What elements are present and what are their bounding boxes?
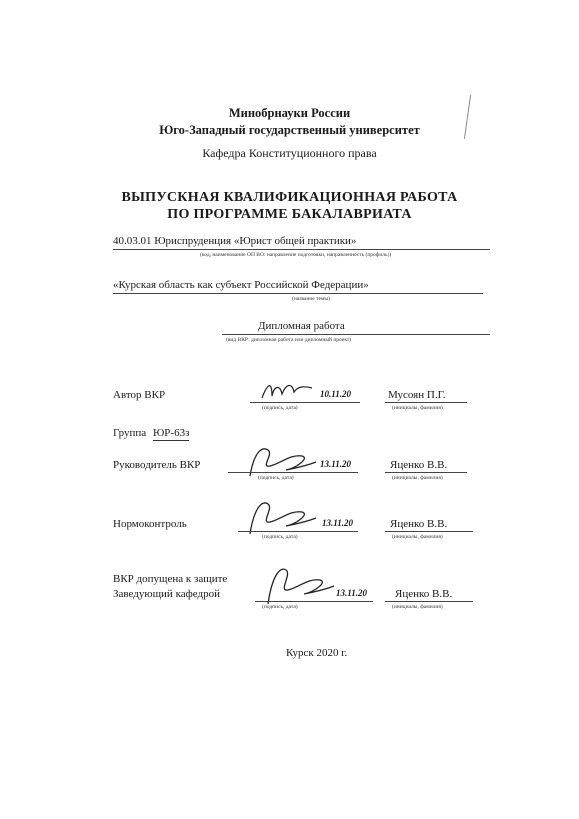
- author-date: 10.11.20: [320, 389, 352, 399]
- head-signature: [256, 562, 336, 610]
- author-sig-caption: (подпись, дата): [262, 405, 298, 411]
- work-title-line1: ВЫПУСКНАЯ КВАЛИФИКАЦИОННАЯ РАБОТА: [121, 190, 458, 205]
- normcontrol-sig-caption: (подпись, дата): [262, 534, 298, 540]
- normcontrol-date: 13.11.20: [322, 518, 354, 528]
- work-title-line2: ПО ПРОГРАММЕ БАКАЛАВРИАТА: [167, 207, 412, 222]
- normcontrol-sig-line: [238, 531, 358, 532]
- author-sig-line: [250, 402, 360, 403]
- author-name: Мусоян П.Г.: [388, 389, 446, 401]
- admission-name: Яценко В.В.: [395, 588, 453, 600]
- supervisor-label: Руководитель ВКР: [113, 459, 201, 471]
- program-code: 40.03.01 Юриспруденция «Юрист общей практики»: [113, 235, 357, 247]
- group-label: Группа: [113, 427, 147, 439]
- supervisor-sig-line: [228, 472, 358, 473]
- supervisor-sig-caption: (подпись, дата): [258, 475, 294, 481]
- normcontrol-name: Яценко В.В.: [390, 518, 448, 530]
- group-value: ЮР-63з: [153, 427, 190, 439]
- city-year: Курск 2020 г.: [286, 647, 348, 659]
- author-label: Автор ВКР: [113, 389, 166, 401]
- work-type-underline: [222, 334, 490, 335]
- admission-sig-caption: (подпись, дата): [262, 604, 298, 610]
- normcontrol-name-caption: (инициалы, фамилия): [392, 534, 443, 540]
- ministry-name: Минобрнауки России: [228, 106, 351, 120]
- program-underline: [113, 249, 490, 250]
- supervisor-name: Яценко В.В.: [390, 459, 448, 471]
- supervisor-date: 13.11.20: [320, 459, 352, 469]
- work-type-caption: (вид ВКР: дипломная работа или дипломный проект): [226, 337, 352, 343]
- author-signature: [258, 378, 318, 404]
- admission-name-caption: (инициалы, фамилия): [392, 604, 443, 610]
- admission-label-line1: ВКР допущена к защите: [113, 573, 228, 585]
- topic-underline: [113, 293, 483, 294]
- university-name: Юго-Западный государственный университет: [159, 123, 420, 137]
- admission-sig-line: [255, 601, 373, 602]
- topic-text: «Курская область как субъект Российской Федерации»: [113, 279, 369, 291]
- supervisor-name-line: [385, 472, 467, 473]
- supervisor-name-caption: (инициалы, фамилия): [392, 475, 443, 481]
- work-type: Дипломная работа: [258, 320, 345, 332]
- normcontrol-label: Нормоконтроль: [113, 518, 187, 530]
- author-name-line: [385, 402, 467, 403]
- department-name: Кафедра Конституционного права: [202, 146, 377, 160]
- author-name-caption: (инициалы, фамилия): [392, 405, 443, 411]
- admission-date: 13.11.20: [336, 588, 368, 598]
- admission-name-line: [385, 601, 473, 602]
- normcontrol-name-line: [385, 531, 473, 532]
- program-caption: (код, наименование ОП ВО: направление подготовки, направленность (профиль)): [200, 252, 392, 258]
- topic-caption: (название темы): [292, 296, 330, 302]
- admission-label-line2: Заведующий кафедрой: [113, 588, 220, 600]
